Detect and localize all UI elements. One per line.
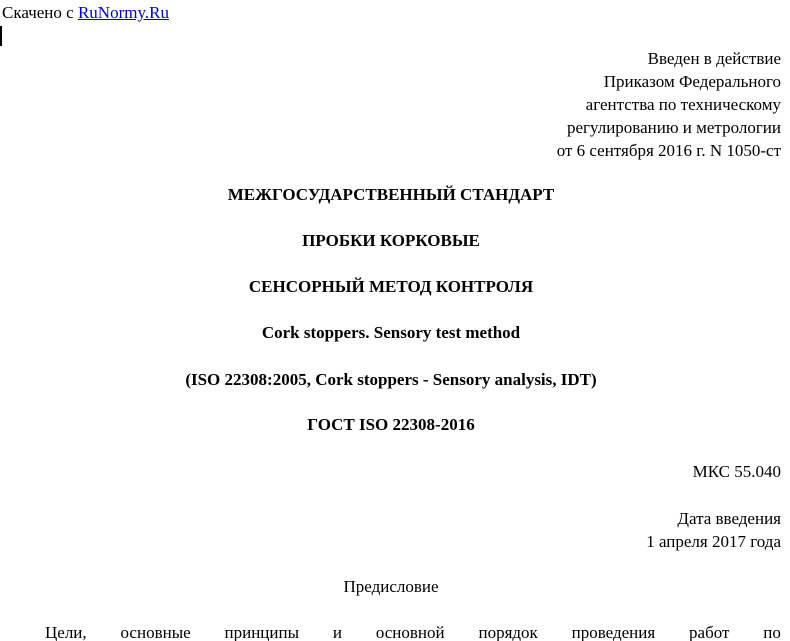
gost-number: ГОСТ ISO 22308-2016 [307, 415, 475, 434]
enactment-line: агентства по техническому [585, 95, 781, 114]
source-prefix: Скачено с [2, 3, 78, 22]
enactment-block [557, 47, 781, 162]
enactment-line: Приказом Федерального [603, 72, 781, 91]
paragraph-word: основные [120, 623, 191, 641]
paragraph-word: проведения [571, 623, 656, 641]
standard-type-heading: МЕЖГОСУДАРСТВЕННЫЙ СТАНДАРТ [227, 185, 555, 204]
intro-date-value: 1 апреля 2017 года [646, 532, 781, 551]
iso-reference: (ISO 22308:2005, Cork stoppers - Sensory analysis, IDT) [185, 370, 597, 389]
enactment-line: от 6 сентября 2016 г. N 1050-ст [556, 141, 781, 160]
paragraph-word: по [763, 623, 781, 641]
preface-paragraph [45, 622, 781, 641]
enactment-line: регулированию и метрологии [566, 118, 781, 137]
mks-code: МКС 55.040 [692, 462, 781, 481]
text-cursor [0, 26, 2, 46]
intro-date-label: Дата введения [677, 509, 781, 528]
enactment-line: Введен в действие [647, 49, 781, 68]
title-en: Cork stoppers. Sensory test method [261, 323, 521, 342]
paragraph-word: принципы [224, 623, 300, 641]
source-line [2, 3, 169, 23]
paragraph-word: Цели, [45, 623, 87, 641]
title-ru-line-1: ПРОБКИ КОРКОВЫЕ [302, 231, 480, 250]
paragraph-word: порядок [478, 623, 538, 641]
title-ru-line-2: СЕНСОРНЫЙ МЕТОД КОНТРОЛЯ [248, 277, 534, 296]
paragraph-word: работ [689, 623, 730, 641]
source-link[interactable]: RuNormy.Ru [77, 3, 169, 22]
paragraph-word: и [332, 623, 342, 641]
section-title: Предисловие [343, 577, 439, 596]
paragraph-word: основной [375, 623, 445, 641]
